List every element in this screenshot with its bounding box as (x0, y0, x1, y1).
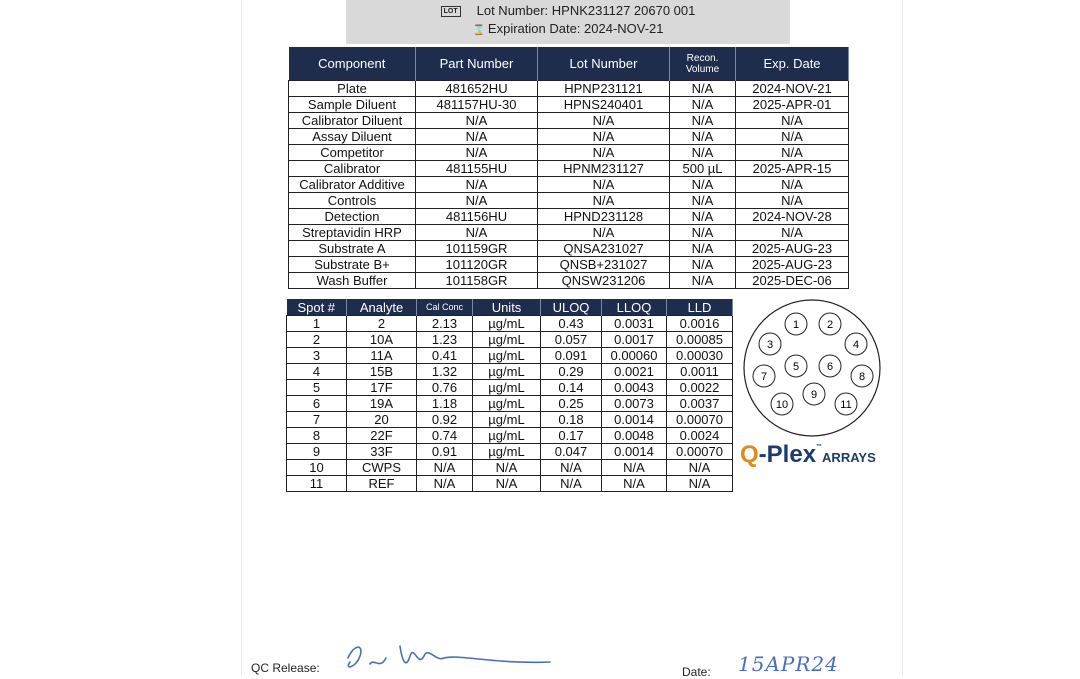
spots-cell: 3 (287, 348, 347, 364)
spots-cell: N/A (541, 460, 602, 476)
spot-label: 10 (775, 399, 789, 411)
components-header-cell: Lot Number (538, 47, 670, 81)
spot-label: 6 (826, 361, 834, 373)
spots-cell: 1.18 (417, 396, 473, 412)
components-header-cell: Part Number (416, 47, 538, 81)
spots-cell: 2 (347, 316, 417, 332)
components-cell: N/A (538, 145, 670, 161)
components-row (289, 273, 849, 289)
components-cell: N/A (670, 81, 736, 97)
components-cell: Assay Diluent (289, 129, 416, 145)
spots-cell: 0.0016 (667, 316, 733, 332)
spots-cell: 0.41 (417, 348, 473, 364)
spots-cell: 0.00070 (667, 412, 733, 428)
logo-q: Q (740, 441, 759, 468)
spots-cell: µg/mL (473, 348, 541, 364)
components-cell: QNSA231027 (538, 241, 670, 257)
components-row (289, 113, 849, 129)
spots-cell: 1.23 (417, 332, 473, 348)
spots-cell: µg/mL (473, 428, 541, 444)
spots-cell: 0.047 (541, 444, 602, 460)
spots-cell: 0.057 (541, 332, 602, 348)
components-cell: HPNM231127 (538, 161, 670, 177)
spots-cell: 17F (347, 380, 417, 396)
components-header-cell: Recon. Volume (670, 47, 736, 81)
components-row (289, 257, 849, 273)
components-cell: 481652HU (416, 81, 538, 97)
components-cell: N/A (538, 129, 670, 145)
components-cell: QNSB+231027 (538, 257, 670, 273)
lot-number-text: Lot Number: HPNK231127 20670 001 (476, 3, 696, 18)
spots-cell: N/A (541, 476, 602, 492)
spots-cell: 15B (347, 364, 417, 380)
spots-header-cell: ULOQ (541, 299, 602, 316)
components-cell: Sample Diluent (289, 97, 416, 113)
components-row (289, 241, 849, 257)
spots-cell: 0.76 (417, 380, 473, 396)
spot-label: 7 (760, 371, 768, 383)
components-cell: 2025-AUG-23 (736, 257, 849, 273)
components-cell: N/A (736, 193, 849, 209)
lot-number-line (346, 3, 790, 18)
components-row (289, 177, 849, 193)
components-row (289, 209, 849, 225)
spot-label: 2 (826, 319, 834, 331)
spots-cell: 0.92 (417, 412, 473, 428)
spots-row (287, 476, 733, 492)
spots-cell: 0.00070 (667, 444, 733, 460)
spot-label: 4 (852, 339, 860, 351)
expiration-line (346, 21, 790, 36)
components-cell: N/A (538, 113, 670, 129)
spots-header-cell: Analyte (347, 299, 417, 316)
spots-cell: 0.0014 (602, 444, 667, 460)
spots-cell: CWPS (347, 460, 417, 476)
components-cell: N/A (670, 209, 736, 225)
components-cell: N/A (416, 113, 538, 129)
spots-cell: 19A (347, 396, 417, 412)
spots-cell: 10A (347, 332, 417, 348)
components-cell: 101159GR (416, 241, 538, 257)
components-cell: 2025-APR-01 (736, 97, 849, 113)
components-cell: N/A (670, 257, 736, 273)
spots-row (287, 396, 733, 412)
components-cell: N/A (416, 193, 538, 209)
components-row (289, 161, 849, 177)
spots-cell: 0.00060 (602, 348, 667, 364)
spots-table (286, 299, 733, 492)
components-cell: HPNP231121 (538, 81, 670, 97)
spots-cell: 8 (287, 428, 347, 444)
spots-cell: 0.00085 (667, 332, 733, 348)
spots-row (287, 380, 733, 396)
components-cell: N/A (736, 177, 849, 193)
spots-cell: N/A (417, 476, 473, 492)
components-cell: N/A (736, 129, 849, 145)
components-cell: Calibrator Additive (289, 177, 416, 193)
spots-cell: N/A (473, 476, 541, 492)
components-cell: Streptavidin HRP (289, 225, 416, 241)
components-header-cell: Component (289, 47, 416, 81)
spots-cell: 11A (347, 348, 417, 364)
components-cell: 2025-APR-15 (736, 161, 849, 177)
components-cell: 101120GR (416, 257, 538, 273)
components-row (289, 225, 849, 241)
spots-cell: 6 (287, 396, 347, 412)
hourglass-icon: ⌛ (472, 25, 485, 36)
spot-label: 1 (792, 319, 800, 331)
spots-cell: 0.0037 (667, 396, 733, 412)
components-cell: Calibrator Diluent (289, 113, 416, 129)
components-cell: Competitor (289, 145, 416, 161)
spots-cell: 33F (347, 444, 417, 460)
spots-row (287, 348, 733, 364)
spot-label: 3 (766, 339, 774, 351)
spots-cell: 0.25 (541, 396, 602, 412)
spots-row (287, 428, 733, 444)
spots-cell: 0.0048 (602, 428, 667, 444)
spots-row (287, 444, 733, 460)
components-cell: N/A (538, 193, 670, 209)
spots-cell: 0.0022 (667, 380, 733, 396)
spots-cell: 9 (287, 444, 347, 460)
spots-cell: 5 (287, 380, 347, 396)
spots-cell: 0.00030 (667, 348, 733, 364)
components-cell: Wash Buffer (289, 273, 416, 289)
components-row (289, 145, 849, 161)
spot-label: 11 (840, 399, 852, 411)
spots-cell: 0.0021 (602, 364, 667, 380)
spots-header-cell: LLD (667, 299, 733, 316)
spots-row (287, 316, 733, 332)
spots-cell: µg/mL (473, 332, 541, 348)
spots-cell: 0.14 (541, 380, 602, 396)
spots-cell: 0.43 (541, 316, 602, 332)
spots-cell: 0.17 (541, 428, 602, 444)
components-cell: 101158GR (416, 273, 538, 289)
components-cell: 2024-NOV-21 (736, 81, 849, 97)
spots-cell: 4 (287, 364, 347, 380)
handwritten-date: 15APR24 (738, 652, 839, 676)
spots-cell: µg/mL (473, 380, 541, 396)
spot-layout-diagram (738, 298, 886, 438)
components-cell: Calibrator (289, 161, 416, 177)
spots-row (287, 412, 733, 428)
expiration-text: Expiration Date: 2024-NOV-21 (487, 21, 664, 36)
spots-cell: 0.0024 (667, 428, 733, 444)
components-row (289, 193, 849, 209)
spot-label: 9 (810, 389, 818, 401)
qplex-logo (740, 441, 876, 469)
well-outline (744, 300, 880, 436)
components-cell: N/A (538, 225, 670, 241)
components-cell: N/A (736, 225, 849, 241)
components-cell: Substrate B+ (289, 257, 416, 273)
spots-cell: 1.32 (417, 364, 473, 380)
components-cell: N/A (416, 129, 538, 145)
spots-row (287, 364, 733, 380)
spots-cell: N/A (602, 460, 667, 476)
spots-cell: 11 (287, 476, 347, 492)
spots-cell: N/A (473, 460, 541, 476)
components-cell: 2024-NOV-28 (736, 209, 849, 225)
qc-signature (340, 640, 570, 676)
spots-cell: µg/mL (473, 396, 541, 412)
components-cell: N/A (670, 241, 736, 257)
spots-cell: 0.0043 (602, 380, 667, 396)
spots-cell: 7 (287, 412, 347, 428)
components-cell: N/A (538, 177, 670, 193)
components-cell: N/A (736, 113, 849, 129)
spots-cell: 0.74 (417, 428, 473, 444)
spots-cell: µg/mL (473, 444, 541, 460)
components-cell: Controls (289, 193, 416, 209)
spots-cell: N/A (667, 476, 733, 492)
spots-cell: N/A (667, 460, 733, 476)
spots-cell: N/A (417, 460, 473, 476)
components-row (289, 81, 849, 97)
spots-cell: 2.13 (417, 316, 473, 332)
components-cell: N/A (416, 177, 538, 193)
spots-cell: REF (347, 476, 417, 492)
spots-cell: 0.091 (541, 348, 602, 364)
components-cell: 500 µL (670, 161, 736, 177)
spots-cell: 0.18 (541, 412, 602, 428)
spots-row (287, 332, 733, 348)
components-cell: Detection (289, 209, 416, 225)
lot-icon: LOT (441, 6, 461, 17)
components-cell: Substrate A (289, 241, 416, 257)
components-cell: 481157HU-30 (416, 97, 538, 113)
spots-cell: 20 (347, 412, 417, 428)
spots-cell: N/A (602, 476, 667, 492)
components-cell: Plate (289, 81, 416, 97)
components-cell: N/A (670, 97, 736, 113)
components-table (288, 47, 849, 289)
spots-cell: 0.0073 (602, 396, 667, 412)
kit-header (346, 0, 790, 44)
spots-cell: 22F (347, 428, 417, 444)
spots-header-cell: Units (473, 299, 541, 316)
components-cell: HPND231128 (538, 209, 670, 225)
components-cell: N/A (736, 145, 849, 161)
components-cell: N/A (670, 225, 736, 241)
components-cell: HPNS240401 (538, 97, 670, 113)
components-cell: 481155HU (416, 161, 538, 177)
qc-release-label: QC Release: (251, 661, 320, 675)
spots-cell: 2 (287, 332, 347, 348)
components-cell: N/A (670, 177, 736, 193)
spots-cell: 0.29 (541, 364, 602, 380)
spots-header-cell: Cal Conc (417, 299, 473, 316)
logo-plex: -Plex (758, 441, 817, 468)
components-cell: N/A (670, 193, 736, 209)
components-cell: N/A (670, 273, 736, 289)
spots-cell: 0.91 (417, 444, 473, 460)
components-cell: N/A (670, 113, 736, 129)
components-cell: N/A (670, 145, 736, 161)
logo-tm: ™ (816, 444, 823, 450)
date-label: Date: (682, 665, 711, 679)
spots-row (287, 460, 733, 476)
spots-cell: µg/mL (473, 412, 541, 428)
spots-header-cell: LLOQ (602, 299, 667, 316)
spots-cell: µg/mL (473, 316, 541, 332)
spots-cell: 1 (287, 316, 347, 332)
components-cell: N/A (416, 145, 538, 161)
logo-arrays: ARRAYS (822, 450, 876, 465)
components-header-cell: Exp. Date (736, 47, 849, 81)
components-cell: N/A (416, 225, 538, 241)
spot-label: 5 (792, 361, 800, 373)
spots-cell: 0.0017 (602, 332, 667, 348)
components-cell: 2025-AUG-23 (736, 241, 849, 257)
components-cell: QNSW231206 (538, 273, 670, 289)
components-cell: 2025-DEC-06 (736, 273, 849, 289)
components-cell: 481156HU (416, 209, 538, 225)
spots-cell: 0.0011 (667, 364, 733, 380)
components-row (289, 97, 849, 113)
spots-cell: 0.0031 (602, 316, 667, 332)
spots-cell: 10 (287, 460, 347, 476)
components-row (289, 129, 849, 145)
spots-header-cell: Spot # (287, 299, 347, 316)
spots-cell: 0.0014 (602, 412, 667, 428)
spot-label: 8 (858, 371, 866, 383)
spots-cell: µg/mL (473, 364, 541, 380)
components-cell: N/A (670, 129, 736, 145)
